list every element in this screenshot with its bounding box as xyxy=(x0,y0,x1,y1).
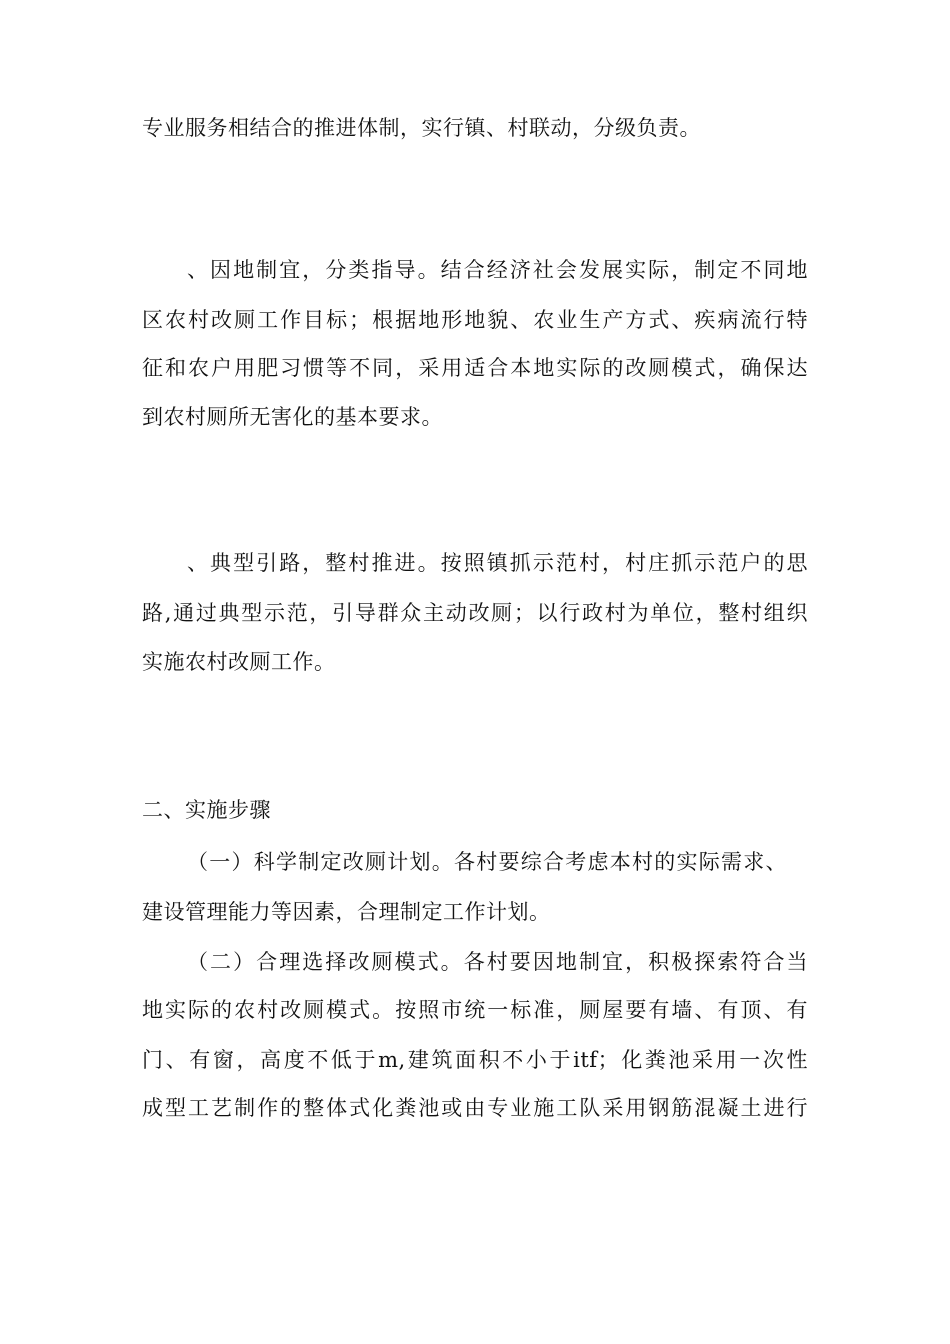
step-two-line-3: 门、有窗，高度不低于m,建筑面积不小于itf；化粪池采用一次性 xyxy=(142,1048,808,1072)
paragraph-adapt-line-3: 征和农户用肥习惯等不同，采用适合本地实际的改厕模式，确保达 xyxy=(142,356,808,380)
paragraph-adapt-line-2: 区农村改厕工作目标；根据地形地貌、农业生产方式、疾病流行特 xyxy=(142,308,808,332)
step-two-line-2: 地实际的农村改厕模式。按照市统一标准，厕屋要有墙、有顶、有 xyxy=(142,998,808,1022)
step-one-line-1: （一）科学制定改厕计划。各村要综合考虑本村的实际需求、 xyxy=(187,850,787,874)
paragraph-intro-line-1: 专业服务相结合的推进体制，实行镇、村联动，分级负责。 xyxy=(142,116,701,140)
paragraph-adapt-line-4: 到农村厕所无害化的基本要求。 xyxy=(142,405,443,429)
paragraph-adapt-line-1: 、因地制宜，分类指导。结合经济社会发展实际，制定不同地 xyxy=(187,258,808,282)
paragraph-model-line-3: 实施农村改厕工作。 xyxy=(142,650,336,674)
step-one-line-2: 建设管理能力等因素，合理制定工作计划。 xyxy=(142,900,551,924)
paragraph-model-line-1: 、典型引路，整村推进。按照镇抓示范村，村庄抓示范户的思 xyxy=(187,551,808,575)
step-two-line-4: 成型工艺制作的整体式化粪池或由专业施工队采用钢筋混凝土进行 xyxy=(142,1096,808,1120)
step-two-line-1: （二）合理选择改厕模式。各村要因地制宜，积极探索符合当 xyxy=(187,950,808,974)
section-heading: 二、实施步骤 xyxy=(142,798,271,822)
paragraph-model-line-2: 路,通过典型示范，引导群众主动改厕；以行政村为单位，整村组织 xyxy=(142,601,808,625)
